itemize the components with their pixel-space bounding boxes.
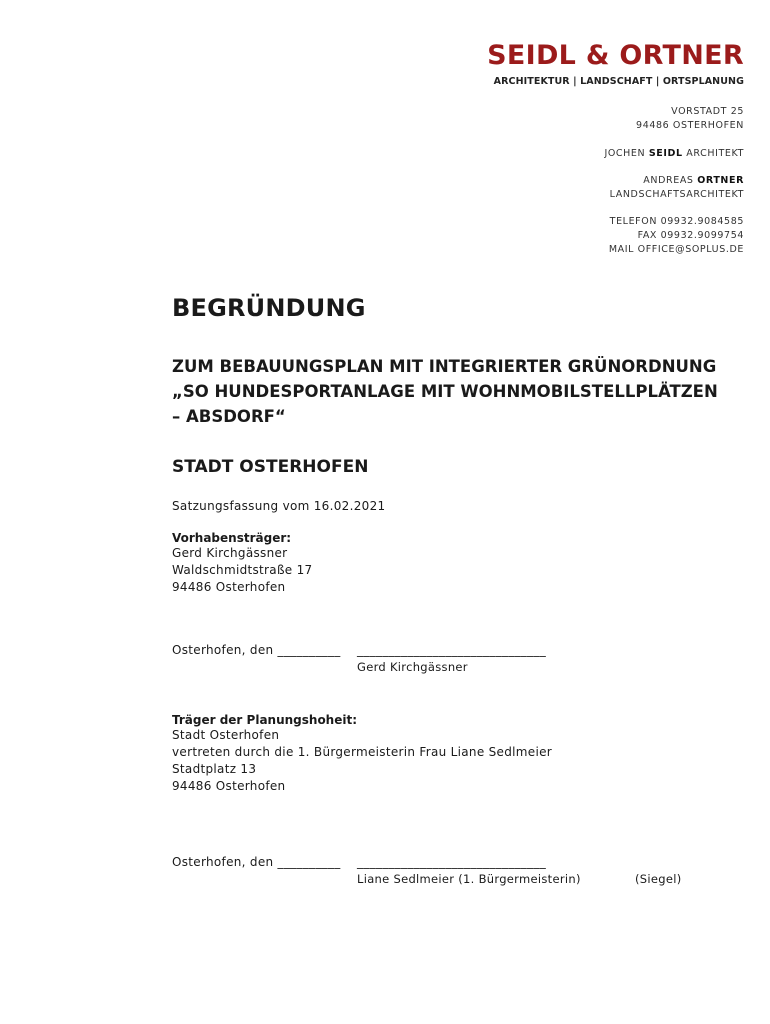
subtitle-line: „SO HUNDESPORTANLAGE MIT WOHNMOBILSTELLPLÄTZEN <box>172 382 718 401</box>
contact-block <box>487 215 744 257</box>
partner-seidl <box>487 147 744 161</box>
fax-number: FAX 09932.9099754 <box>637 230 744 241</box>
planungstraeger-section <box>172 713 732 795</box>
office-address <box>487 105 744 133</box>
address-city: 94486 OSTERHOFEN <box>636 120 744 131</box>
partner-first-name: ANDREAS <box>643 175 694 186</box>
seal-placeholder: (Siegel) <box>635 872 682 886</box>
signature-line: ______________________________ <box>357 855 546 869</box>
letterhead <box>487 40 744 257</box>
partner-first-name: JOCHEN <box>604 148 646 159</box>
planungstraeger-city: 94486 Osterhofen <box>172 779 286 793</box>
city-heading: STADT OSTERHOFEN <box>172 457 369 477</box>
vorhabentraeger-city: 94486 Osterhofen <box>172 580 286 594</box>
document-subtitle <box>172 354 732 429</box>
planungstraeger-representative: vertreten durch die 1. Bürgermeisterin Frau Liane Sedlmeier <box>172 745 553 759</box>
vorhabentraeger-street: Waldschmidtstraße 17 <box>172 563 313 577</box>
section-label: Träger der Planungshoheit: <box>172 713 358 727</box>
planungstraeger-street: Stadtplatz 13 <box>172 762 257 776</box>
subtitle-line: ZUM BEBAUUNGSPLAN MIT INTEGRIERTER GRÜNORDNUNG <box>172 357 717 376</box>
address-street: VORSTADT 25 <box>671 106 744 117</box>
signatory-name: Gerd Kirchgässner <box>357 660 468 674</box>
signatory-name: Liane Sedlmeier (1. Bürgermeisterin) <box>357 872 581 886</box>
partner-role: ARCHITEKT <box>686 148 744 159</box>
vorhabentraeger-name: Gerd Kirchgässner <box>172 546 288 560</box>
partner-role: LANDSCHAFTSARCHITEKT <box>609 189 744 200</box>
partner-ortner <box>487 174 744 202</box>
brand-logo: SEIDL & ORTNER <box>487 40 744 71</box>
version-date: Satzungsfassung vom 16.02.2021 <box>172 499 386 513</box>
phone-number: TELEFON 09932.9084585 <box>609 216 744 227</box>
signature-place-date: Osterhofen, den __________ <box>172 643 341 657</box>
signature-line: ______________________________ <box>357 643 546 657</box>
brand-tagline: ARCHITEKTUR | LANDSCHAFT | ORTSPLANUNG <box>493 76 744 87</box>
partner-last-name: SEIDL <box>648 148 683 159</box>
document-body <box>172 294 732 895</box>
email-address: MAIL OFFICE@SOPLUS.DE <box>608 244 744 255</box>
signature-place-date: Osterhofen, den __________ <box>172 855 341 869</box>
subtitle-line: – ABSDORF“ <box>172 407 286 426</box>
section-label: Vorhabensträger: <box>172 531 292 545</box>
signature-block-planungstraeger <box>172 855 732 895</box>
signature-block-vorhabentraeger <box>172 643 732 683</box>
vorhabentraeger-section <box>172 531 732 596</box>
planungstraeger-name: Stadt Osterhofen <box>172 728 280 742</box>
document-title: BEGRÜNDUNG <box>172 294 366 322</box>
partner-last-name: ORTNER <box>697 175 744 186</box>
